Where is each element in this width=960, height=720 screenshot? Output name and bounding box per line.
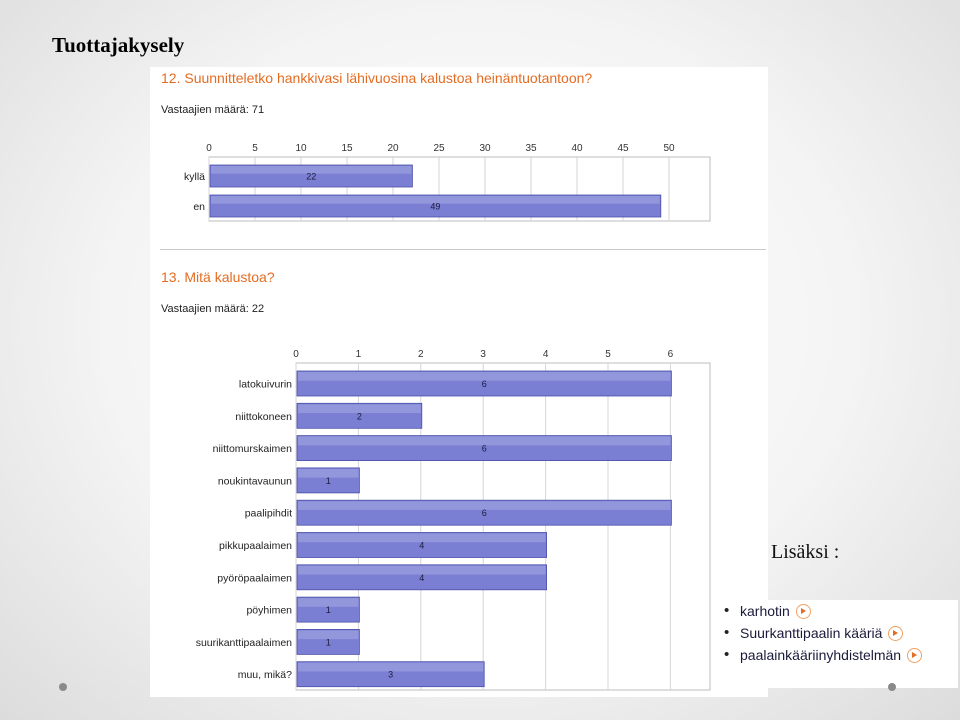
extra-item[interactable] (718, 644, 958, 666)
chart2-value-label: 6 (481, 379, 487, 389)
chart1-title: 12. Suunnitteletko hankkivasi lähivuosina kalustoa heinäntuotantoon? (161, 70, 593, 86)
slide-dot-left (59, 683, 67, 691)
charts-svg (150, 67, 768, 697)
chart1-value-label: 49 (430, 201, 441, 212)
chart2-tick-label: 3 (480, 349, 486, 360)
chart2-tick-label: 0 (293, 349, 299, 360)
chart1-tick-label: 30 (479, 143, 491, 154)
chart2-value-label: 2 (356, 411, 362, 422)
chart2-category-label: paalipihdit (244, 507, 292, 520)
survey-panel (150, 67, 768, 697)
chart2-value-label: 1 (325, 605, 331, 616)
chart1-value-label: 22 (306, 171, 317, 182)
chart2-category-label: pikkupaalaimen (219, 540, 292, 552)
chart1-respondents: Vastaajien määrä: 71 (161, 104, 265, 116)
chart2-value-label: 4 (419, 540, 425, 551)
chart1-tick-label: 40 (571, 143, 583, 154)
chart2-tick-label: 1 (355, 349, 362, 360)
extra-item-label: paalainkääriinyhdistelmän (740, 647, 902, 663)
chart2-value-label: 4 (419, 572, 425, 583)
play-icon[interactable] (907, 648, 922, 663)
extra-item[interactable] (718, 622, 958, 644)
chart2-tick-label: 4 (542, 349, 549, 360)
chart2-category-label: niittomurskaimen (212, 443, 292, 456)
play-icon[interactable] (888, 626, 903, 641)
chart1-tick-label: 15 (341, 143, 353, 154)
slide-title: Tuottajakysely (52, 33, 185, 57)
chart2-category-label: latokuivurin (238, 378, 292, 391)
chart1-tick-label: 50 (663, 143, 675, 154)
chart2-tick-label: 6 (667, 349, 674, 360)
extra-item-label: Suurkanttipaalin kääriä (740, 625, 883, 641)
chart1-category-label: en (193, 201, 205, 213)
chart1-tick-label: 45 (617, 143, 629, 154)
chart2-respondents: Vastaajien määrä: 22 (161, 303, 265, 315)
chart2-category-label: noukintavaunun (217, 475, 292, 488)
chart2-category-label: niittokoneen (235, 410, 292, 423)
chart2-title: 13. Mitä kalustoa? (161, 269, 275, 285)
extra-item[interactable] (718, 600, 958, 622)
chart1-tick-label: 20 (387, 143, 399, 154)
chart1-category-label: kyllä (183, 171, 205, 183)
chart1-tick-label: 5 (252, 143, 258, 154)
chart2-category-label: muu, mikä? (237, 669, 292, 682)
chart1-tick-label: 0 (206, 143, 212, 154)
chart2-category-label: pöyhimen (246, 604, 292, 617)
play-icon[interactable] (796, 604, 811, 619)
extra-list (718, 600, 958, 688)
chart2-tick-label: 2 (418, 349, 424, 360)
chart1-tick-label: 35 (525, 143, 537, 154)
chart2-value-label: 1 (325, 637, 331, 648)
chart2-tick-label: 5 (605, 349, 611, 360)
chart2-value-label: 1 (325, 475, 331, 486)
chart1-tick-label: 25 (433, 143, 445, 154)
slide-dot-right (888, 683, 896, 691)
chart1-tick-label: 10 (295, 143, 307, 154)
chart2-value-label: 6 (481, 508, 487, 519)
extra-item-label: karhotin (740, 603, 790, 619)
chart2-value-label: 6 (481, 443, 487, 454)
extra-label: Lisäksi : (771, 541, 840, 563)
chart2-value-label: 3 (388, 669, 394, 680)
chart2-category-label: suurikanttipaalaimen (195, 636, 292, 649)
chart2-category-label: pyöröpaalaimen (217, 572, 292, 585)
